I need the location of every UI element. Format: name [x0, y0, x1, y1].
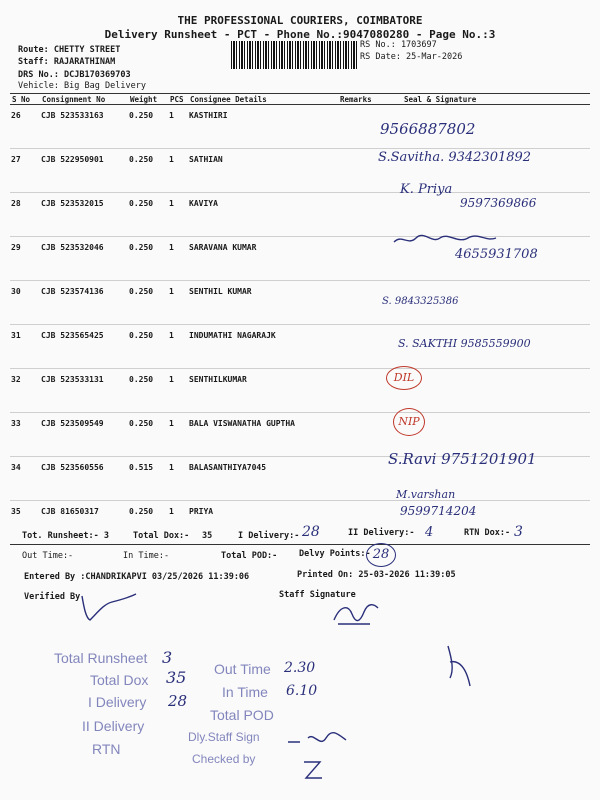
row-consignee: KASTHIRI: [188, 105, 338, 149]
row-consignment: CJB 81650317: [40, 501, 128, 545]
scribble-signature-29: [392, 232, 502, 248]
row-pcs: 1: [168, 149, 188, 193]
row-consignee: SENTHIL KUMAR: [188, 281, 338, 325]
row-consignee: KAVIYA: [188, 193, 338, 237]
total-dox-label: Total Dox:-: [133, 531, 190, 541]
row-pcs: 1: [168, 193, 188, 237]
handwritten-signature-34: S.Ravi 9751201901: [388, 450, 537, 468]
row-consignment: CJB 523533163: [40, 105, 128, 149]
row-remarks: [338, 105, 374, 149]
row-consignee: SENTHILKUMAR: [188, 369, 338, 413]
row-consignee: BALASANTHIYA7045: [188, 457, 338, 501]
table-row: [10, 281, 590, 325]
table-row: [10, 105, 590, 149]
out-time-label: Out Time:-: [22, 551, 74, 561]
col-pcs: PCS: [168, 94, 188, 105]
stamp-corner-scribble: [440, 642, 480, 690]
row-consignment: CJB 523533131: [40, 369, 128, 413]
row-sno: 31: [10, 325, 40, 369]
printed-on: Printed On: 25-03-2026 11:39:05: [297, 570, 456, 580]
rs-number: RS No.: 1703697: [360, 40, 437, 50]
handwritten-phone-29: 4655931708: [455, 247, 538, 262]
row-remarks: [338, 325, 374, 369]
row-consignee: SATHIAN: [188, 149, 338, 193]
row-pcs: 1: [168, 281, 188, 325]
rtn-dox-label: RTN Dox:-: [464, 528, 511, 538]
ii-delivery-hand: 4: [425, 525, 434, 540]
barcode: [231, 41, 357, 69]
handwritten-signature-31a: S. 9843325386: [382, 296, 459, 307]
i-delivery-label: I Delivery:-: [238, 531, 300, 541]
row-pcs: 1: [168, 105, 188, 149]
row-consignment: CJB 523560556: [40, 457, 128, 501]
stamp-rtn: RTN: [92, 741, 121, 757]
company-title: THE PROFESSIONAL COURIERS, COIMBATORE: [177, 14, 423, 27]
total-pod-label: Total POD:-: [221, 551, 278, 561]
stamp-out-time: Out Time: [214, 661, 271, 677]
stamp-checked-scribble: [298, 756, 328, 784]
stamp-ii-delivery: II Delivery: [82, 718, 145, 734]
stamp-checked-by: Checked by: [192, 752, 256, 766]
row-weight: 0.250: [128, 105, 168, 149]
col-consignment: Consignment No: [40, 94, 128, 105]
total-dox-value: 35: [202, 531, 213, 541]
delvy-points-hand: 28: [366, 543, 396, 567]
row-sno: 34: [10, 457, 40, 501]
row-sno: 26: [10, 105, 40, 149]
row-consignee: PRIYA: [188, 501, 338, 545]
rs-date: RS Date: 25-Mar-2026: [360, 52, 463, 62]
entered-by: Entered By :CHANDRIKAPVI 03/25/2026 11:39:06: [24, 572, 250, 582]
ii-delivery-label: II Delivery:-: [348, 528, 415, 538]
row-weight: 0.250: [128, 193, 168, 237]
row-sno: 27: [10, 149, 40, 193]
row-weight: 0.515: [128, 457, 168, 501]
row-consignment: CJB 523532015: [40, 193, 128, 237]
col-details: Consignee Details: [188, 94, 338, 105]
verified-by: Verified By: [24, 592, 81, 602]
row-remarks: [338, 149, 374, 193]
table-row: [10, 369, 590, 413]
stamp-staff-signature-scribble: [284, 728, 354, 754]
col-remarks: Remarks: [338, 94, 374, 105]
row-pcs: 1: [168, 237, 188, 281]
row-consignment: CJB 523509549: [40, 413, 128, 457]
remark-circle-nip: NIP: [393, 408, 425, 436]
row-pcs: 1: [168, 457, 188, 501]
row-sno: 30: [10, 281, 40, 325]
handwritten-signature-28: K. Priya: [400, 182, 453, 197]
row-remarks: [338, 193, 374, 237]
row-sno: 29: [10, 237, 40, 281]
row-weight: 0.250: [128, 149, 168, 193]
staff: Staff: RAJARATHINAM: [18, 57, 116, 67]
row-pcs: 1: [168, 413, 188, 457]
row-remarks: [338, 413, 374, 457]
row-consignment: CJB 523532046: [40, 237, 128, 281]
row-sno: 35: [10, 501, 40, 545]
i-delivery-hand: 28: [302, 524, 320, 540]
runsheet-subtitle: Delivery Runsheet - PCT - Phone No.:9047080280 - Page No.:3: [104, 28, 496, 41]
stamp-total-dox: Total Dox: [90, 672, 149, 688]
stamp-in-time: In Time: [222, 684, 268, 700]
staff-signature-scribble: [330, 598, 382, 628]
stamp-total-runsheet-hand: 3: [162, 648, 173, 667]
handwritten-signature-27: S.Savitha. 9342301892: [378, 150, 532, 165]
row-weight: 0.250: [128, 369, 168, 413]
stamp-i-delivery: I Delivery: [88, 694, 147, 710]
stamp-total-pod: Total POD: [210, 707, 274, 723]
drs-number: DRS No.: DCJB170369703: [18, 70, 131, 80]
table-header-row: [10, 94, 590, 105]
handwritten-signature-26: 9566887802: [380, 120, 476, 138]
verified-signature: [78, 590, 138, 624]
stamp-dly-staff-sign: Dly.Staff Sign: [188, 730, 260, 744]
row-consignment: CJB 523574136: [40, 281, 128, 325]
row-sno: 32: [10, 369, 40, 413]
row-weight: 0.250: [128, 281, 168, 325]
handwritten-signature-35: M.varshan: [396, 488, 456, 501]
row-remarks: [338, 369, 374, 413]
handwritten-phone-35: 9599714204: [400, 504, 477, 518]
row-consignee: BALA VISWANATHA GUPTHA: [188, 413, 338, 457]
row-consignee: INDUMATHI NAGARAJK: [188, 325, 338, 369]
stamp-total-dox-hand: 35: [166, 668, 187, 687]
row-pcs: 1: [168, 501, 188, 545]
remark-circle-dil: DIL: [386, 366, 422, 390]
row-weight: 0.250: [128, 237, 168, 281]
row-consignment: CJB 523565425: [40, 325, 128, 369]
row-sno: 28: [10, 193, 40, 237]
row-consignee: SARAVANA KUMAR: [188, 237, 338, 281]
col-seal: Seal & Signature: [374, 94, 590, 105]
col-sno: S No: [10, 94, 40, 105]
row-remarks: [338, 281, 374, 325]
staff-signature-label: Staff Signature: [279, 590, 356, 600]
row-consignment: CJB 522950901: [40, 149, 128, 193]
delvy-points-label: Delvy Points:-: [299, 549, 371, 559]
route: Route: CHETTY STREET: [18, 45, 121, 55]
col-weight: Weight: [128, 94, 168, 105]
row-weight: 0.250: [128, 501, 168, 545]
row-weight: 0.250: [128, 325, 168, 369]
handwritten-signature-31b: S. SAKTHI 9585559900: [398, 337, 531, 350]
rtn-dox-hand: 3: [514, 524, 523, 540]
handwritten-phone-28: 9597369866: [460, 196, 537, 210]
row-pcs: 1: [168, 369, 188, 413]
stamp-total-runsheet: Total Runsheet: [54, 650, 148, 666]
row-weight: 0.250: [128, 413, 168, 457]
tot-runsheet: Tot. Runsheet:- 3: [22, 531, 109, 541]
row-remarks: [338, 237, 374, 281]
vehicle: Vehicle: Big Bag Delivery: [18, 81, 146, 91]
row-pcs: 1: [168, 325, 188, 369]
in-time-label: In Time:-: [123, 551, 170, 561]
stamp-out-time-hand: 2.30: [284, 660, 316, 676]
row-remarks: [338, 457, 374, 501]
stamp-in-time-hand: 6.10: [286, 683, 318, 699]
stamp-i-delivery-hand: 28: [168, 692, 188, 710]
row-sno: 33: [10, 413, 40, 457]
